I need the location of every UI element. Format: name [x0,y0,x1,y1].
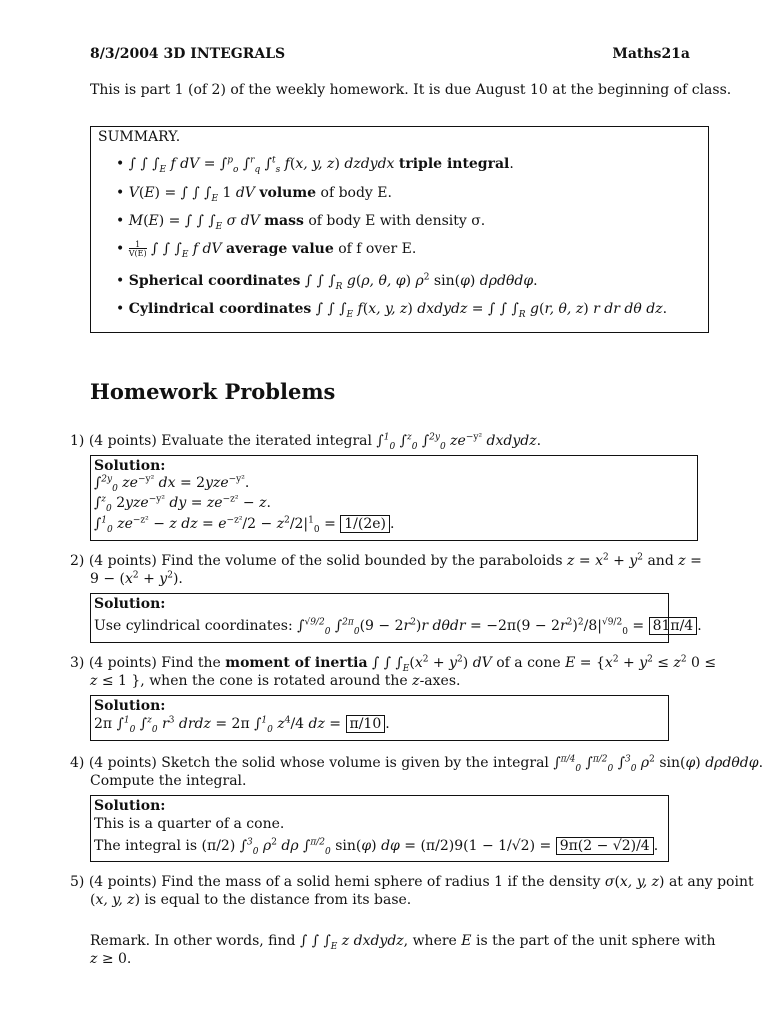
answer-4: 9π(2 − √2)/4 [556,837,654,855]
problem-5-line-2: (x, y, z) is equal to the distance from its base. [90,892,412,908]
solution-1-line-2: ∫$^z_0$ 2yze$^{-y^2}$ dy = $ze^{-z^2} - z$. [94,494,271,514]
summary-item-mass: • M(E) = ∫ ∫ $\int_E$ σ dV mass of body E with density σ. [116,213,486,232]
mass-label: mass [264,213,304,229]
solution-label-4: Solution: [94,798,166,814]
moment-of-inertia-label: moment of inertia [225,655,368,671]
problem-3: 3) (4 points) Find the moment of inertia ∫ ∫ $\int_E(x^2 + y^2)$ dV of a cone $E = \{x^2 + y^2 \le z^2$ 0 ≤ [70,654,717,674]
answer-1: 1/(2e) [340,515,390,533]
problem-3-line-2: z ≤ 1 }, when the cone is rotated around the z-axes. [90,673,461,689]
problem-5-remark: Remark. In other words, find ∫ ∫ $\int_E$ z dxdydz, where E is the part of the unit sphere with [90,933,716,952]
solution-label-1: Solution: [94,458,166,474]
intro-text: This is part 1 (of 2) of the weekly homework. It is due August 10 at the beginning of class. [90,82,732,98]
triple-label: triple integral [398,156,510,172]
summary-item-spherical: • Spherical coordinates ∫ ∫ $\int_R$ g(ρ, θ, φ) $\rho^2$ sin(φ) dρdθdφ. [116,272,538,292]
summary-item-volume: • V(E) = ∫ ∫ $\int_E$ 1 dV volume of body E. [116,185,392,204]
spherical-label: Spherical coordinates [128,273,301,289]
average-label: average value [226,241,334,257]
solution-4-line-2: The integral is (π/2) ∫$^3_0$ $\rho^2$ dρ ∫$^{\pi/2}_0$ sin(φ) dφ = (π/2)9(1 − 1/√2) = 9π(2 − √2)/4 . [94,837,659,857]
problem-2-line-2: $9 - (x^2 + y^2)$. [90,570,183,587]
problem-5: 5) (4 points) Find the mass of a solid hemi sphere of radius 1 if the density σ(x, y, z) at any point [70,874,754,890]
solution-1-line-1: ∫$^{2y}_0$ $ze^{-y^2}$ dx = 2yze$^{-y^2}$. [94,474,250,494]
solution-2-line-1: Use cylindrical coordinates: ∫$^{√9/2}_0$ $\int^{2\pi}_0(9 - 2r^2)r$ $d\theta dr = -2\pi(9 - 2r^2)^2/8|^{√9/2}_0 = 81\pi/4$ . [94,617,702,637]
solution-label-2: Solution: [94,596,166,612]
answer-3: π/10 [346,715,386,733]
summary-item-average: • 1 V(E) ∫ ∫ $\int_E$ f dV average value of f over E. [116,240,417,260]
solution-label-3: Solution: [94,698,166,714]
header-left: 8/3/2004 3D INTEGRALS [90,46,286,62]
cylindrical-label: Cylindrical coordinates [128,301,312,317]
solution-1-line-3: ∫$^1_0$ $ze^{-z^2} - z$ dz = $e^{-z^2}/2 - z^2/2|^1_0 = 1/(2e)$ . [94,515,395,535]
summary-title: SUMMARY. [98,129,181,145]
solution-3-line-1: 2π ∫$^1_0$ ∫$^z_0$ $r^3$ drdz = 2π ∫$^1_0$ $z^4/4$ dz = π/10 . [94,715,390,735]
section-title: Homework Problems [90,379,336,404]
problem-4-line-2: Compute the integral. [90,773,247,789]
problem-1: 1) (4 points) Evaluate the iterated integral ∫$^1_0$ ∫$^z_0$ ∫$^{2y}_0$ $ze^{-y^2}$ dxdydz. [70,432,542,452]
problem-4: 4) (4 points) Sketch the solid whose volume is given by the integral ∫$^{\pi/4}_0$ ∫$^{\pi/2}_0$ ∫$^3_0$ $\rho^2$ sin(φ) dρdθdφ. [70,754,764,774]
summary-item-triple: • ∫ ∫ $\int_E$ f dV = ∫$^p_o$ ∫$^r_q$ ∫$^t_s$ f(x, y, z) dzdydx triple integral. [116,155,514,175]
problem-2: 2) (4 points) Find the volume of the solid bounded by the paraboloids $z = x^2 + y^2$ and z = [70,552,702,569]
answer-2: 81π/4 [649,617,698,635]
problem-5-remark-line-2: z ≥ 0. [90,951,132,967]
solution-4-line-1: This is a quarter of a cone. [94,816,285,832]
header-right: Maths21a [612,46,690,62]
summary-item-cylindrical: • Cylindrical coordinates ∫ ∫ $\int_E$ f(x, y, z) dxdydz = ∫ ∫ $\int_R$ g(r, θ, z) r dr dθ dz. [116,301,668,320]
volume-label: volume [259,185,317,201]
